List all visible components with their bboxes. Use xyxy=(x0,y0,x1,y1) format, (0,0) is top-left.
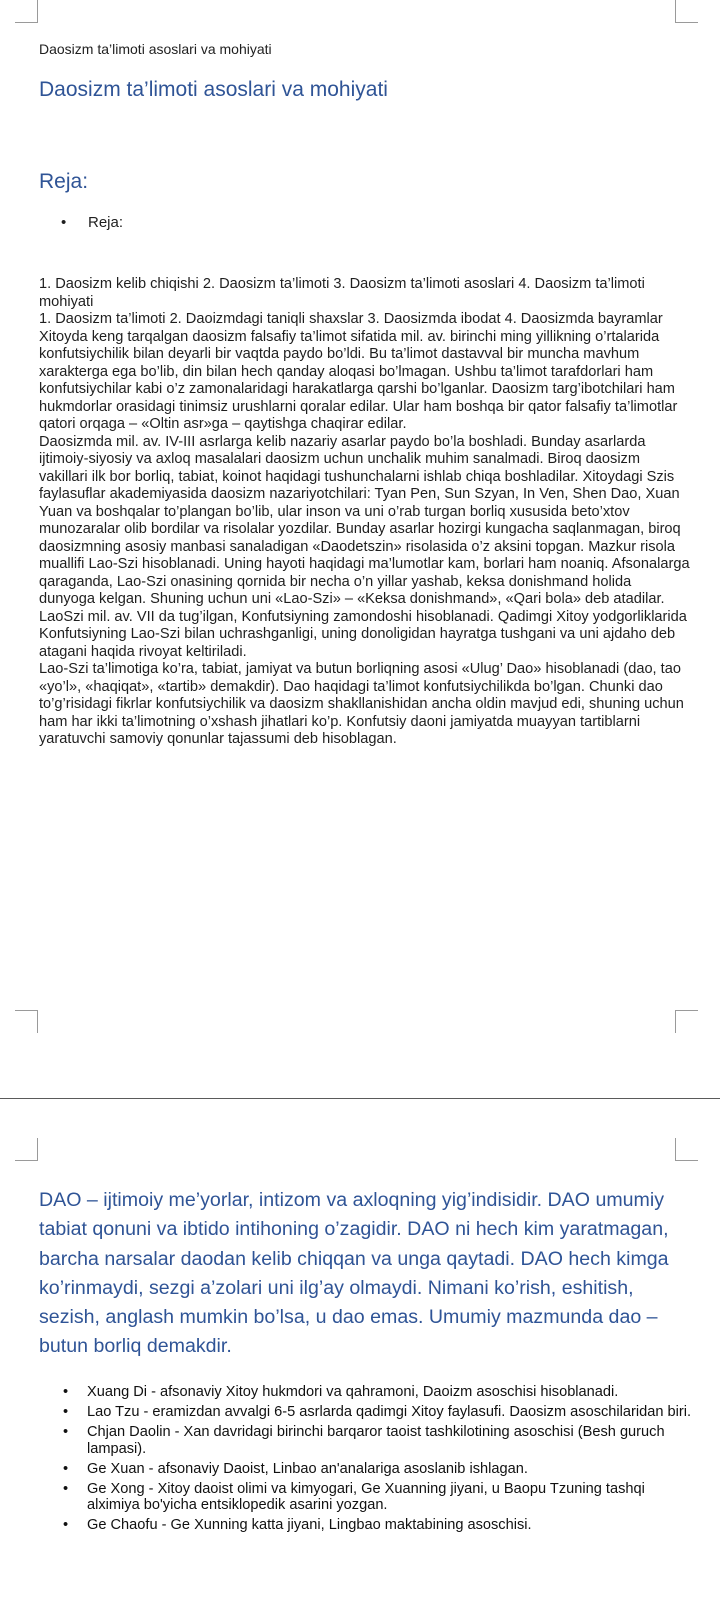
list-item-text: Ge Chaofu - Ge Xunning katta jiyani, Lingbao maktabining asoschisi. xyxy=(87,1517,532,1534)
document-title: Daosizm ta’limoti asoslari va mohiyati xyxy=(39,78,388,101)
paragraph: 1. Daosizm ta’limoti 2. Daoizmdagi taniqli shaxslar 3. Daosizmda ibodat 4. Daosizmda bayramlar xyxy=(39,311,663,327)
figures-list xyxy=(39,1384,699,1538)
list-item-text: Ge Xuan - afsonaviy Daoist, Linbao an'analariga asoslanib ishlagan. xyxy=(87,1460,528,1477)
crop-mark-bottom-left xyxy=(15,1010,38,1033)
list-item xyxy=(39,1517,699,1533)
list-item xyxy=(39,1404,699,1420)
list-item xyxy=(39,1481,699,1513)
crop-mark-top-right xyxy=(675,1138,698,1161)
crop-mark-top-left xyxy=(15,0,38,23)
page-separator xyxy=(0,1098,720,1099)
bullet-icon: • xyxy=(63,1424,69,1441)
list-item-text: Xuang Di - afsonaviy Xitoy hukmdori va qahramoni, Daoizm asoschisi hisoblanadi. xyxy=(87,1384,619,1400)
bullet-icon: • xyxy=(63,1460,69,1477)
list-item-text: Chjan Daolin - Xan davridagi birinchi barqaror taoist tashkilotining asoschisi (Besh guruch lampasi). xyxy=(87,1424,665,1457)
crop-mark-bottom-right xyxy=(675,1010,698,1033)
bullet-icon: • xyxy=(63,1384,69,1400)
paragraph: 1. Daosizm kelib chiqishi 2. Daosizm ta’limoti 3. Daosizm ta’limoti asoslari 4. Daosizm ta’limoti mohiyati xyxy=(39,276,645,310)
paragraph: Xitoyda keng tarqalgan daosizm falsafiy ta’limot sifatida mil. av. birinchi ming yillikning o’rtalarida konfutsiychilik bilan deyarli bir vaqtda paydo bo’ldi. Bu ta’limot dastavval bir muncha mavhum xarakterga ega bo’lib, din bilan hech qanday aloqasi bo’lmagan. Ushbu ta’limot tarafdorlari ham konfutsiychilar kabi o’z zamonalaridagi harakatlarga qarshi bo’lganlar. Daosizm targ’ibotchilari ham hukmdorlar orasidagi tinimsiz urushlarni qoralar edilar. Ular ham boshqa bir qator falsafiy ta’limotlar qatori orqaga – «Oltin asr»ga – qaytishga chaqirar edilar. xyxy=(39,328,678,432)
bullet-icon: • xyxy=(63,1517,69,1534)
list-item xyxy=(39,1461,699,1477)
list-item-text: Ge Xong - Xitoy daoist olimi va kimyogari, Ge Xuanning jiyani, u Baopu Tzuning tashqi alximiya bo'yicha entsiklopedik asarini yozgan. xyxy=(87,1481,645,1514)
bullet-text: Reja: xyxy=(88,214,124,231)
page-header: Daosizm ta’limoti asoslari va mohiyati xyxy=(39,41,272,57)
list-item xyxy=(39,1384,699,1400)
body-text xyxy=(39,276,691,749)
list-item xyxy=(39,1424,699,1456)
section-heading: Reja: xyxy=(39,170,89,193)
bullet-icon: • xyxy=(63,1481,69,1498)
bullet-icon: • xyxy=(61,214,67,231)
bullet-icon: • xyxy=(63,1404,69,1421)
paragraph: Lao-Szi ta’limotiga ko’ra, tabiat, jamiyat va butun borliqning asosi «Ulug’ Dao» hisoblanadi (dao, tao «yo’l», «haqiqat», «tartib» demakdir). Dao haqidagi ta’limot konfutsiychilikda bo’lgan. Chunki dao to’g’risidagi fikrlar konfutsiychilik va daosizm shakllanishidan ancha oldin mavjud edi, shuning uchun ham har ikki ta’limotning o’xshash jihatlari ko’p. Konfutsiy daoni jamiyatda muayyan tartiblarni yaratuvchi samoviy qonunlar tajassumi deb hisoblagan. xyxy=(39,661,684,747)
crop-mark-top-right xyxy=(675,0,698,23)
paragraph: Daosizmda mil. av. IV-III asrlarga kelib nazariy asarlar paydo bo’la boshladi. Bunday asarlarda ijtimoiy-siyosiy va axloq masalalari daosizm uchun unchalik muhim sanalmadi. Biroq daosizm vakillari ilk bor borliq, tabiat, koinot haqidagi tushunchalarni ishlab chiqa boshladilar. Xitoydagi Szis faylasuflar akademiyasida daosizm nazariyotchilari: Tyan Pen, Sun Szyan, In Ven, Shen Dao, Xuan Yuan va boshqalar to’plangan bo’lib, ular inson va uni o’rab turgan borliq xususida beto’xtov munozaralar olib bordilar va risolalar yozdilar. Bunday asarlar hozirgi kungacha saqlanmagan, biroq daosizmning asosiy manbasi sanaladigan «Daodetszin» risolasida o’z aksini topgan. Mazkur risola muallifi Lao-Szi hisoblanadi. Uning hayoti haqidagi ma’lumotlar kam, borlari ham noaniq. Afsonalarga qaraganda, Lao-Szi onasining qornida bir necha o’n yillar yashab, keksa donishmand holida dunyoga kelgan. Shuning uchun uni «Lao-Szi» – «Keksa donishmand», «Qari bola» deb atadilar. LaoSzi mil. av. VII da tug’ilgan, Konfutsiyning zamondoshi hisoblanadi. Qadimgi Xitoy yodgorliklarida Konfutsiyning Lao-Szi bilan uchrashganligi, uning donoligidan hayratga tushgani va uni ajdaho deb atagani haqida rivoyat keltiriladi. xyxy=(39,433,690,660)
crop-mark-top-left xyxy=(15,1138,38,1161)
list-item-text: Lao Tzu - eramizdan avvalgi 6-5 asrlarda qadimgi Xitoy faylasufi. Daosizm asoschilaridan biri. xyxy=(87,1404,692,1421)
highlight-paragraph: DAO – ijtimoiy me’yorlar, intizom va axloqning yig’indisidir. DAO umumiy tabiat qonuni va ibtido intihoning o’zagidir. DAO ni hech kim yaratmagan, barcha narsalar daodan kelib chiqqan va unga qaytadi. DAO hech kimga ko’rinmaydi, sezgi a’zolari uni ilg’ay olmaydi. Nimani ko’rish, eshitish, sezish, anglash mumkin bo’lsa, u dao emas. Umumiy mazmunda dao – butun borliq demakdir. xyxy=(39,1189,669,1358)
